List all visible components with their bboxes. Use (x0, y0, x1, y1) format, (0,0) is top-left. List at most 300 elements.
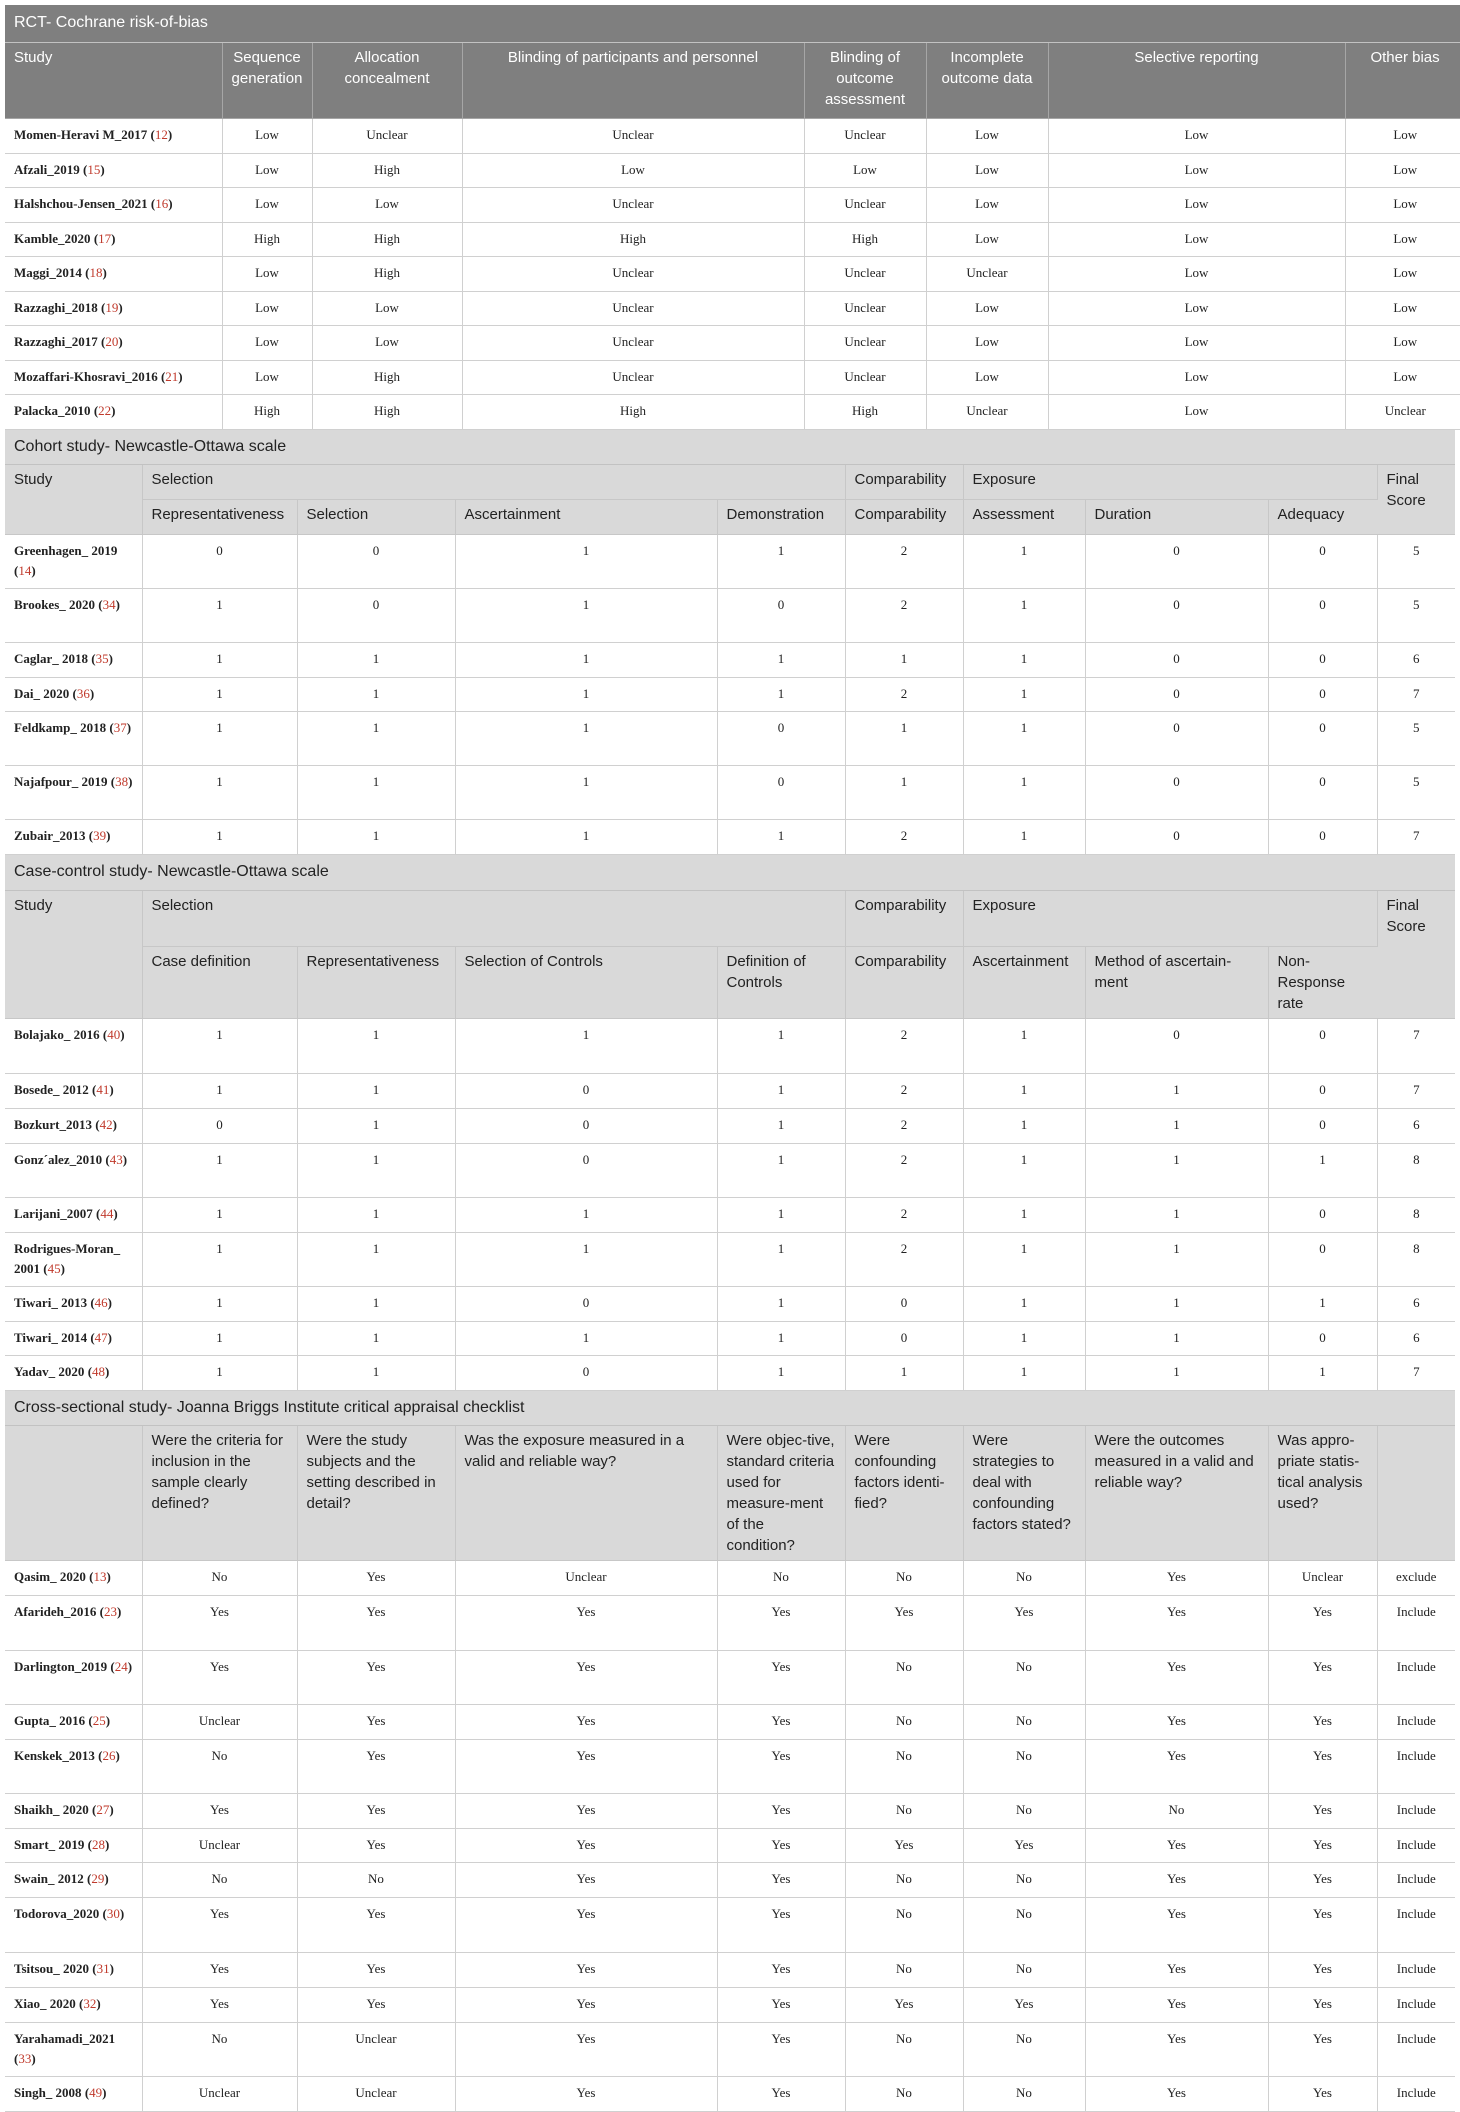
study-name-cell: Caglar_ 2018 (35) (5, 643, 142, 678)
score-cell: Yes (297, 1561, 455, 1596)
crosssectional-column-header (5, 1426, 142, 1561)
score-cell: Low (222, 118, 312, 153)
study-name: Darlington_2019 (14, 1659, 107, 1674)
study-name: Smart_ 2019 (14, 1837, 84, 1852)
study-reference: 43 (110, 1152, 123, 1167)
study-name-cell: Najafpour_ 2019 (38) (5, 766, 142, 820)
score-cell: Yes (1268, 1740, 1377, 1794)
score-cell: No (142, 1561, 297, 1596)
study-name-cell: Yadav_ 2020 (48) (5, 1355, 142, 1390)
score-cell: 0 (1085, 589, 1268, 643)
score-cell: 1 (963, 535, 1085, 589)
score-cell: Low (1345, 187, 1460, 222)
study-name: Xiao_ 2020 (14, 1996, 76, 2011)
score-cell: Yes (845, 1988, 963, 2023)
study-reference: 48 (92, 1364, 105, 1379)
study-name-cell: Swain_ 2012 (29) (5, 1863, 142, 1898)
score-cell: 1 (142, 589, 297, 643)
table-row (5, 1232, 1455, 1286)
score-cell: Yes (455, 1863, 717, 1898)
score-cell: Low (1345, 325, 1460, 360)
score-cell: Yes (963, 1988, 1085, 2023)
study-reference: 22 (98, 403, 111, 418)
score-cell: Yes (1085, 1705, 1268, 1740)
crosssectional-column-header: Were confounding factors identi-fied? (845, 1426, 963, 1561)
score-cell: High (222, 222, 312, 256)
table-row (5, 256, 1460, 291)
study-name-cell: Palacka_2010 (22) (5, 394, 222, 429)
score-cell: Low (462, 153, 804, 187)
score-cell: 1 (963, 1073, 1085, 1108)
score-cell: Yes (1085, 1863, 1268, 1898)
score-cell: No (845, 1705, 963, 1740)
table-row (5, 2077, 1455, 2112)
score-cell: Yes (455, 1596, 717, 1651)
cohort-header-exposure: Exposure (963, 465, 1377, 500)
score-cell: 0 (845, 1286, 963, 1321)
study-name-cell: Maggi_2014 (18) (5, 256, 222, 291)
score-cell: High (804, 222, 926, 256)
score-cell: 0 (1085, 535, 1268, 589)
study-name: Caglar_ 2018 (14, 651, 88, 666)
score-cell: Include (1377, 1740, 1455, 1794)
score-cell: 0 (1268, 535, 1377, 589)
score-cell: Yes (455, 2077, 717, 2112)
study-name-cell: Qasim_ 2020 (13) (5, 1561, 142, 1596)
score-cell: High (462, 394, 804, 429)
cohort-header-final-score: Final Score (1377, 465, 1455, 535)
study-name: Razzaghi_2018 (14, 300, 98, 315)
score-cell: 0 (1268, 766, 1377, 820)
score-cell: Low (222, 153, 312, 187)
study-reference: 39 (93, 828, 106, 843)
score-cell: Yes (1085, 1561, 1268, 1596)
score-cell: 1 (717, 1321, 845, 1355)
score-cell: No (845, 2077, 963, 2112)
score-cell: 5 (1377, 712, 1455, 766)
study-reference: 14 (18, 563, 31, 578)
score-cell: Yes (455, 1953, 717, 1988)
score-cell: Yes (297, 1829, 455, 1863)
score-cell: Yes (1085, 2077, 1268, 2112)
score-cell: Yes (717, 1863, 845, 1898)
score-cell: 0 (717, 589, 845, 643)
score-cell: 1 (845, 712, 963, 766)
score-cell: 0 (1268, 1108, 1377, 1143)
study-name: Halshchou-Jensen_2021 (14, 196, 148, 211)
score-cell: 1 (455, 1197, 717, 1232)
score-cell: Include (1377, 1988, 1455, 2023)
study-reference: 13 (93, 1569, 106, 1584)
score-cell: 1 (1085, 1232, 1268, 1286)
rct-column-header: Blinding of outcome assessment (804, 42, 926, 118)
table-row (5, 1561, 1455, 1596)
score-cell: High (462, 222, 804, 256)
score-cell: No (963, 1863, 1085, 1898)
score-cell: 1 (1085, 1286, 1268, 1321)
cohort-subheader: Ascertainment (455, 500, 717, 535)
rct-column-header: Incomplete outcome data (926, 42, 1048, 118)
study-name-cell: Brookes_ 2020 (34) (5, 589, 142, 643)
study-name: Kenskek_2013 (14, 1748, 95, 1763)
study-name-cell: Feldkamp_ 2018 (37) (5, 712, 142, 766)
score-cell: 0 (455, 1286, 717, 1321)
score-cell: Low (222, 325, 312, 360)
score-cell: Yes (455, 1898, 717, 1953)
table-row (5, 1651, 1455, 1705)
casecontrol-table (5, 855, 1455, 1391)
study-name: Tiwari_ 2013 (14, 1295, 87, 1310)
score-cell: Unclear (455, 1561, 717, 1596)
score-cell: No (963, 1898, 1085, 1953)
study-name-cell: Dai_ 2020 (36) (5, 678, 142, 712)
score-cell: Low (1048, 325, 1345, 360)
score-cell: 1 (717, 535, 845, 589)
score-cell: Low (926, 360, 1048, 394)
study-name: Qasim_ 2020 (14, 1569, 86, 1584)
score-cell: 1 (845, 766, 963, 820)
table-row (5, 589, 1455, 643)
score-cell: Unclear (462, 187, 804, 222)
table-row (5, 1321, 1455, 1355)
score-cell: Yes (1268, 1898, 1377, 1953)
rct-table (5, 5, 1460, 430)
cohort-subheader: Duration (1085, 500, 1268, 535)
study-name: Bozkurt_2013 (14, 1117, 92, 1132)
study-name-cell: Yarahamadi_2021 (33) (5, 2023, 142, 2077)
study-reference: 29 (91, 1871, 104, 1886)
casecontrol-subheader: Definition of Controls (717, 946, 845, 1018)
study-name-cell: Todorova_2020 (30) (5, 1898, 142, 1953)
score-cell: Low (926, 325, 1048, 360)
study-name-cell: Gonz´alez_2010 (43) (5, 1143, 142, 1197)
score-cell: Yes (455, 1794, 717, 1829)
table-row (5, 1898, 1455, 1953)
score-cell: 1 (1085, 1321, 1268, 1355)
score-cell: Unclear (142, 1829, 297, 1863)
score-cell: No (845, 1561, 963, 1596)
study-name: Tsitsou_ 2020 (14, 1961, 89, 1976)
score-cell: No (297, 1863, 455, 1898)
casecontrol-subheader: Non-Response rate (1268, 946, 1377, 1018)
score-cell: 1 (717, 820, 845, 855)
score-cell: Unclear (804, 187, 926, 222)
score-cell: 0 (1085, 643, 1268, 678)
score-cell: Yes (297, 1988, 455, 2023)
score-cell: Include (1377, 1794, 1455, 1829)
score-cell: Yes (717, 1705, 845, 1740)
score-cell: Include (1377, 2077, 1455, 2112)
score-cell: Yes (845, 1596, 963, 1651)
score-cell: 1 (142, 1197, 297, 1232)
score-cell: 0 (455, 1355, 717, 1390)
score-cell: Yes (963, 1596, 1085, 1651)
score-cell: Unclear (297, 2077, 455, 2112)
study-reference: 15 (87, 162, 100, 177)
table-row (5, 1705, 1455, 1740)
score-cell: 6 (1377, 643, 1455, 678)
score-cell: 1 (963, 712, 1085, 766)
table-row (5, 1829, 1455, 1863)
score-cell: 5 (1377, 766, 1455, 820)
score-cell: Yes (1268, 1953, 1377, 1988)
score-cell: Low (926, 118, 1048, 153)
score-cell: 1 (142, 1073, 297, 1108)
study-name: Bosede_ 2012 (14, 1082, 89, 1097)
table-row (5, 1794, 1455, 1829)
table-row (5, 1355, 1455, 1390)
table-row (5, 1108, 1455, 1143)
score-cell: 1 (717, 1286, 845, 1321)
score-cell: 1 (717, 1018, 845, 1073)
study-name-cell: Rodrigues-Moran_ 2001 (45) (5, 1232, 142, 1286)
study-name: Yadav_ 2020 (14, 1364, 84, 1379)
score-cell: 1 (963, 589, 1085, 643)
score-cell: Yes (297, 1651, 455, 1705)
score-cell: 1 (1268, 1143, 1377, 1197)
study-reference: 40 (107, 1027, 120, 1042)
study-reference: 34 (103, 597, 116, 612)
score-cell: 1 (297, 820, 455, 855)
casecontrol-header-selection: Selection (142, 890, 845, 946)
score-cell: 1 (963, 1108, 1085, 1143)
score-cell: 0 (717, 766, 845, 820)
score-cell: High (312, 222, 462, 256)
score-cell: Yes (297, 1794, 455, 1829)
score-cell: Include (1377, 1651, 1455, 1705)
study-name-cell: Afzali_2019 (15) (5, 153, 222, 187)
score-cell: 1 (1268, 1286, 1377, 1321)
table-row (5, 712, 1455, 766)
score-cell: 0 (1085, 678, 1268, 712)
score-cell: Yes (717, 1740, 845, 1794)
score-cell: Yes (142, 1794, 297, 1829)
study-name: Gonz´alez_2010 (14, 1152, 102, 1167)
score-cell: 1 (717, 1143, 845, 1197)
score-cell: 2 (845, 1143, 963, 1197)
score-cell: Unclear (462, 325, 804, 360)
score-cell: 6 (1377, 1108, 1455, 1143)
score-cell: No (845, 1863, 963, 1898)
score-cell: Include (1377, 1596, 1455, 1651)
table-row (5, 535, 1455, 589)
crosssectional-section-title: Cross-sectional study- Joanna Briggs Institute critical appraisal checklist (5, 1391, 1455, 1426)
score-cell: Yes (1085, 1596, 1268, 1651)
score-cell: 1 (142, 1321, 297, 1355)
score-cell: No (845, 1953, 963, 1988)
score-cell: 1 (297, 1286, 455, 1321)
score-cell: Yes (717, 1794, 845, 1829)
score-cell: Yes (297, 1705, 455, 1740)
cohort-subheader: Demonstration (717, 500, 845, 535)
study-name: Yarahamadi_2021 (14, 2031, 115, 2046)
score-cell: Low (1345, 222, 1460, 256)
table-row (5, 360, 1460, 394)
table-row (5, 643, 1455, 678)
table-row (5, 153, 1460, 187)
score-cell: 1 (717, 1197, 845, 1232)
score-cell: Include (1377, 1953, 1455, 1988)
score-cell: 2 (845, 820, 963, 855)
study-name-cell: Tsitsou_ 2020 (31) (5, 1953, 142, 1988)
score-cell: Yes (142, 1953, 297, 1988)
study-name: Najafpour_ 2019 (14, 774, 108, 789)
study-name: Zubair_2013 (14, 828, 86, 843)
crosssectional-column-header: Were the outcomes measured in a valid and reliable way? (1085, 1426, 1268, 1561)
score-cell: 1 (455, 820, 717, 855)
casecontrol-subheader: Selection of Controls (455, 946, 717, 1018)
table-row (5, 1018, 1455, 1073)
study-reference: 31 (97, 1961, 110, 1976)
score-cell: 5 (1377, 535, 1455, 589)
table-row (5, 187, 1460, 222)
score-cell: 1 (142, 1018, 297, 1073)
score-cell: Unclear (462, 118, 804, 153)
score-cell: Yes (717, 1988, 845, 2023)
study-reference: 45 (48, 1261, 61, 1276)
score-cell: No (142, 2023, 297, 2077)
score-cell: 1 (142, 712, 297, 766)
score-cell: 1 (455, 678, 717, 712)
score-cell: 0 (1268, 589, 1377, 643)
casecontrol-header-study: Study (5, 890, 142, 1018)
study-name: Greenhagen_ 2019 (14, 543, 117, 558)
score-cell: 7 (1377, 1018, 1455, 1073)
casecontrol-subheader: Representativeness (297, 946, 455, 1018)
score-cell: No (963, 2023, 1085, 2077)
score-cell: Include (1377, 1898, 1455, 1953)
score-cell: 2 (845, 1108, 963, 1143)
score-cell: Unclear (1268, 1561, 1377, 1596)
study-name: Shaikh_ 2020 (14, 1802, 89, 1817)
score-cell: Include (1377, 2023, 1455, 2077)
score-cell: Low (926, 291, 1048, 325)
table-row (5, 325, 1460, 360)
study-reference: 19 (105, 300, 118, 315)
score-cell: Low (1048, 291, 1345, 325)
score-cell: 1 (142, 643, 297, 678)
score-cell: Low (312, 187, 462, 222)
study-name-cell: Bolajako_ 2016 (40) (5, 1018, 142, 1073)
study-name-cell: Mozaffari-Khosravi_2016 (21) (5, 360, 222, 394)
score-cell: Yes (1268, 1705, 1377, 1740)
score-cell: No (845, 1651, 963, 1705)
score-cell: 1 (455, 535, 717, 589)
casecontrol-header-comparability: Comparability (845, 890, 963, 946)
score-cell: No (142, 1863, 297, 1898)
cohort-section-title: Cohort study- Newcastle-Ottawa scale (5, 430, 1455, 465)
score-cell: No (845, 1740, 963, 1794)
score-cell: Yes (455, 2023, 717, 2077)
study-reference: 12 (155, 127, 168, 142)
score-cell: 1 (142, 766, 297, 820)
study-name-cell: Xiao_ 2020 (32) (5, 1988, 142, 2023)
score-cell: Yes (297, 1740, 455, 1794)
score-cell: Yes (142, 1651, 297, 1705)
score-cell: 0 (1268, 678, 1377, 712)
casecontrol-subheader: Case definition (142, 946, 297, 1018)
score-cell: Yes (455, 1651, 717, 1705)
score-cell: High (312, 153, 462, 187)
study-name: Kamble_2020 (14, 231, 91, 246)
study-name: Bolajako_ 2016 (14, 1027, 100, 1042)
score-cell: Low (222, 291, 312, 325)
score-cell: 1 (142, 1143, 297, 1197)
score-cell: 1 (297, 1321, 455, 1355)
score-cell: Include (1377, 1705, 1455, 1740)
score-cell: 0 (1268, 820, 1377, 855)
score-cell: 1 (297, 1018, 455, 1073)
score-cell: 1 (297, 643, 455, 678)
score-cell: Unclear (804, 291, 926, 325)
table-row (5, 1740, 1455, 1794)
score-cell: exclude (1377, 1561, 1455, 1596)
score-cell: 1 (963, 1197, 1085, 1232)
score-cell: 0 (1268, 1232, 1377, 1286)
score-cell: 0 (455, 1108, 717, 1143)
study-name-cell: Momen-Heravi M_2017 (12) (5, 118, 222, 153)
score-cell: 1 (963, 643, 1085, 678)
score-cell: 0 (845, 1321, 963, 1355)
score-cell: 1 (455, 1018, 717, 1073)
score-cell: 1 (455, 589, 717, 643)
score-cell: 5 (1377, 589, 1455, 643)
study-name-cell: Kenskek_2013 (26) (5, 1740, 142, 1794)
score-cell: 8 (1377, 1232, 1455, 1286)
score-cell: 2 (845, 678, 963, 712)
score-cell: Low (1345, 153, 1460, 187)
score-cell: 1 (963, 1286, 1085, 1321)
score-cell: 1 (297, 678, 455, 712)
score-cell: No (963, 1651, 1085, 1705)
score-cell: Yes (142, 1898, 297, 1953)
study-name-cell: Tiwari_ 2014 (47) (5, 1321, 142, 1355)
score-cell: 2 (845, 1018, 963, 1073)
score-cell: Unclear (804, 256, 926, 291)
study-reference: 23 (104, 1604, 117, 1619)
score-cell: 2 (845, 535, 963, 589)
cohort-subheader: Representativeness (142, 500, 297, 535)
rct-column-header: Study (5, 42, 222, 118)
score-cell: Unclear (462, 360, 804, 394)
study-reference: 47 (95, 1330, 108, 1345)
score-cell: 1 (297, 1355, 455, 1390)
score-cell: 1 (1085, 1197, 1268, 1232)
study-reference: 17 (98, 231, 111, 246)
score-cell: Unclear (926, 256, 1048, 291)
table-row (5, 2023, 1455, 2077)
table-row (5, 1953, 1455, 1988)
score-cell: Yes (717, 2077, 845, 2112)
score-cell: 7 (1377, 820, 1455, 855)
study-reference: 44 (100, 1206, 113, 1221)
score-cell: Low (1345, 360, 1460, 394)
score-cell: 1 (1085, 1108, 1268, 1143)
table-row (5, 678, 1455, 712)
score-cell: Yes (717, 1651, 845, 1705)
study-name: Swain_ 2012 (14, 1871, 84, 1886)
score-cell: 1 (142, 1286, 297, 1321)
score-cell: 1 (455, 643, 717, 678)
study-name-cell: Razzaghi_2017 (20) (5, 325, 222, 360)
score-cell: 1 (297, 1143, 455, 1197)
score-cell: 0 (142, 1108, 297, 1143)
score-cell: 1 (1085, 1073, 1268, 1108)
study-name: Palacka_2010 (14, 403, 91, 418)
score-cell: Low (804, 153, 926, 187)
score-cell: 1 (455, 1321, 717, 1355)
study-reference: 18 (89, 265, 102, 280)
